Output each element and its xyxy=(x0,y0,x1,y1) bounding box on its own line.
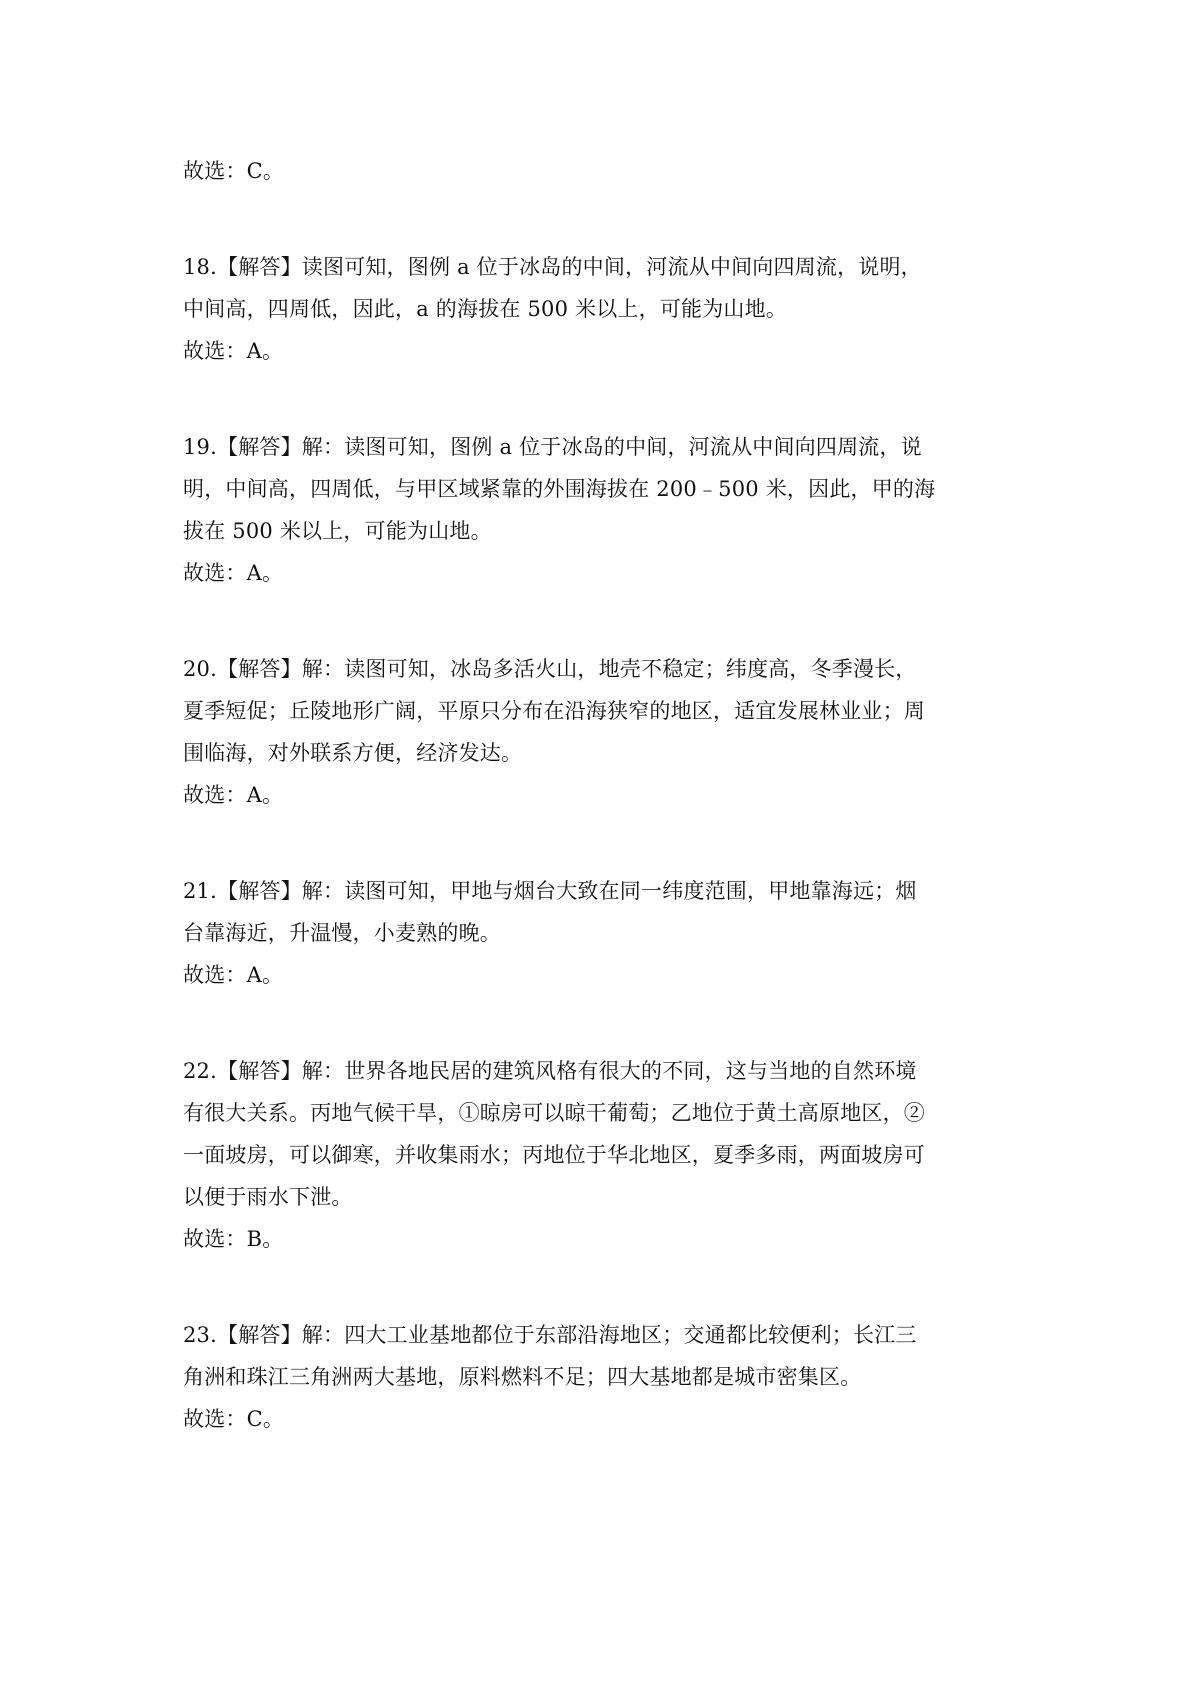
block-spacer xyxy=(183,1260,1023,1314)
answer-text-line: 角洲和珠江三角洲两大基地，原料燃料不足；四大基地都是城市密集区。 xyxy=(183,1365,862,1389)
answer-block-23 xyxy=(183,1314,1023,1440)
answer-document xyxy=(183,150,1023,1440)
answer-text-line: 20.【解答】解：读图可知，冰岛多活火山，地壳不稳定；纬度高，冬季漫长， xyxy=(183,657,917,681)
answer-block-21 xyxy=(183,870,1023,996)
answer-result: 故选：A。 xyxy=(183,561,284,585)
block-spacer xyxy=(183,594,1023,648)
block-spacer xyxy=(183,816,1023,870)
answer-text-line: 围临海，对外联系方便，经济发达。 xyxy=(183,741,523,765)
answer-text-line: 22.【解答】解：世界各地民居的建筑风格有很大的不同，这与当地的自然环境 xyxy=(183,1059,917,1083)
block-spacer xyxy=(183,192,1023,246)
answer-result: 故选：A。 xyxy=(183,963,284,987)
answer-text-line: 中间高，四周低，因此，a 的海拔在 500 米以上，可能为山地。 xyxy=(183,297,788,321)
answer-block-22 xyxy=(183,1050,1023,1260)
answer-result: 故选：A。 xyxy=(183,783,284,807)
answer-block-20 xyxy=(183,648,1023,816)
answer-text-line: 拔在 500 米以上，可能为山地。 xyxy=(183,519,492,543)
answer-block-17 xyxy=(183,150,1023,192)
block-spacer xyxy=(183,996,1023,1050)
answer-result: 故选：B。 xyxy=(183,1227,284,1251)
answer-text-line: 有很大关系。丙地气候干旱，①晾房可以晾干葡萄；乙地位于黄土高原地区，② xyxy=(183,1101,925,1125)
answer-text-line: 夏季短促；丘陵地形广阔，平原只分布在沿海狭窄的地区，适宜发展林业业；周 xyxy=(183,699,925,723)
answer-text-line: 明，中间高，四周低，与甲区域紧靠的外围海拔在 200﹣500 米，因此，甲的海 xyxy=(183,477,936,501)
block-spacer xyxy=(183,372,1023,426)
answer-text-line: 23.【解答】解：四大工业基地都位于东部沿海地区；交通都比较便利；长江三 xyxy=(183,1323,917,1347)
answer-text-line: 台靠海近，升温慢，小麦熟的晚。 xyxy=(183,921,501,945)
answer-text-line: 以便于雨水下泄。 xyxy=(183,1185,353,1209)
answer-result: 故选：A。 xyxy=(183,339,284,363)
answer-block-18 xyxy=(183,246,1023,372)
answer-text-line: 19.【解答】解：读图可知，图例 a 位于冰岛的中间，河流从中间向四周流，说 xyxy=(183,435,922,459)
answer-result: 故选：C。 xyxy=(183,159,285,183)
answer-text-line: 18.【解答】读图可知，图例 a 位于冰岛的中间，河流从中间向四周流，说明， xyxy=(183,255,922,279)
answer-block-19 xyxy=(183,426,1023,594)
answer-text-line: 一面坡房，可以御寒，并收集雨水；丙地位于华北地区，夏季多雨，两面坡房可 xyxy=(183,1143,925,1167)
answer-text-line: 21.【解答】解：读图可知，甲地与烟台大致在同一纬度范围，甲地靠海远；烟 xyxy=(183,879,917,903)
answer-result: 故选：C。 xyxy=(183,1407,285,1431)
